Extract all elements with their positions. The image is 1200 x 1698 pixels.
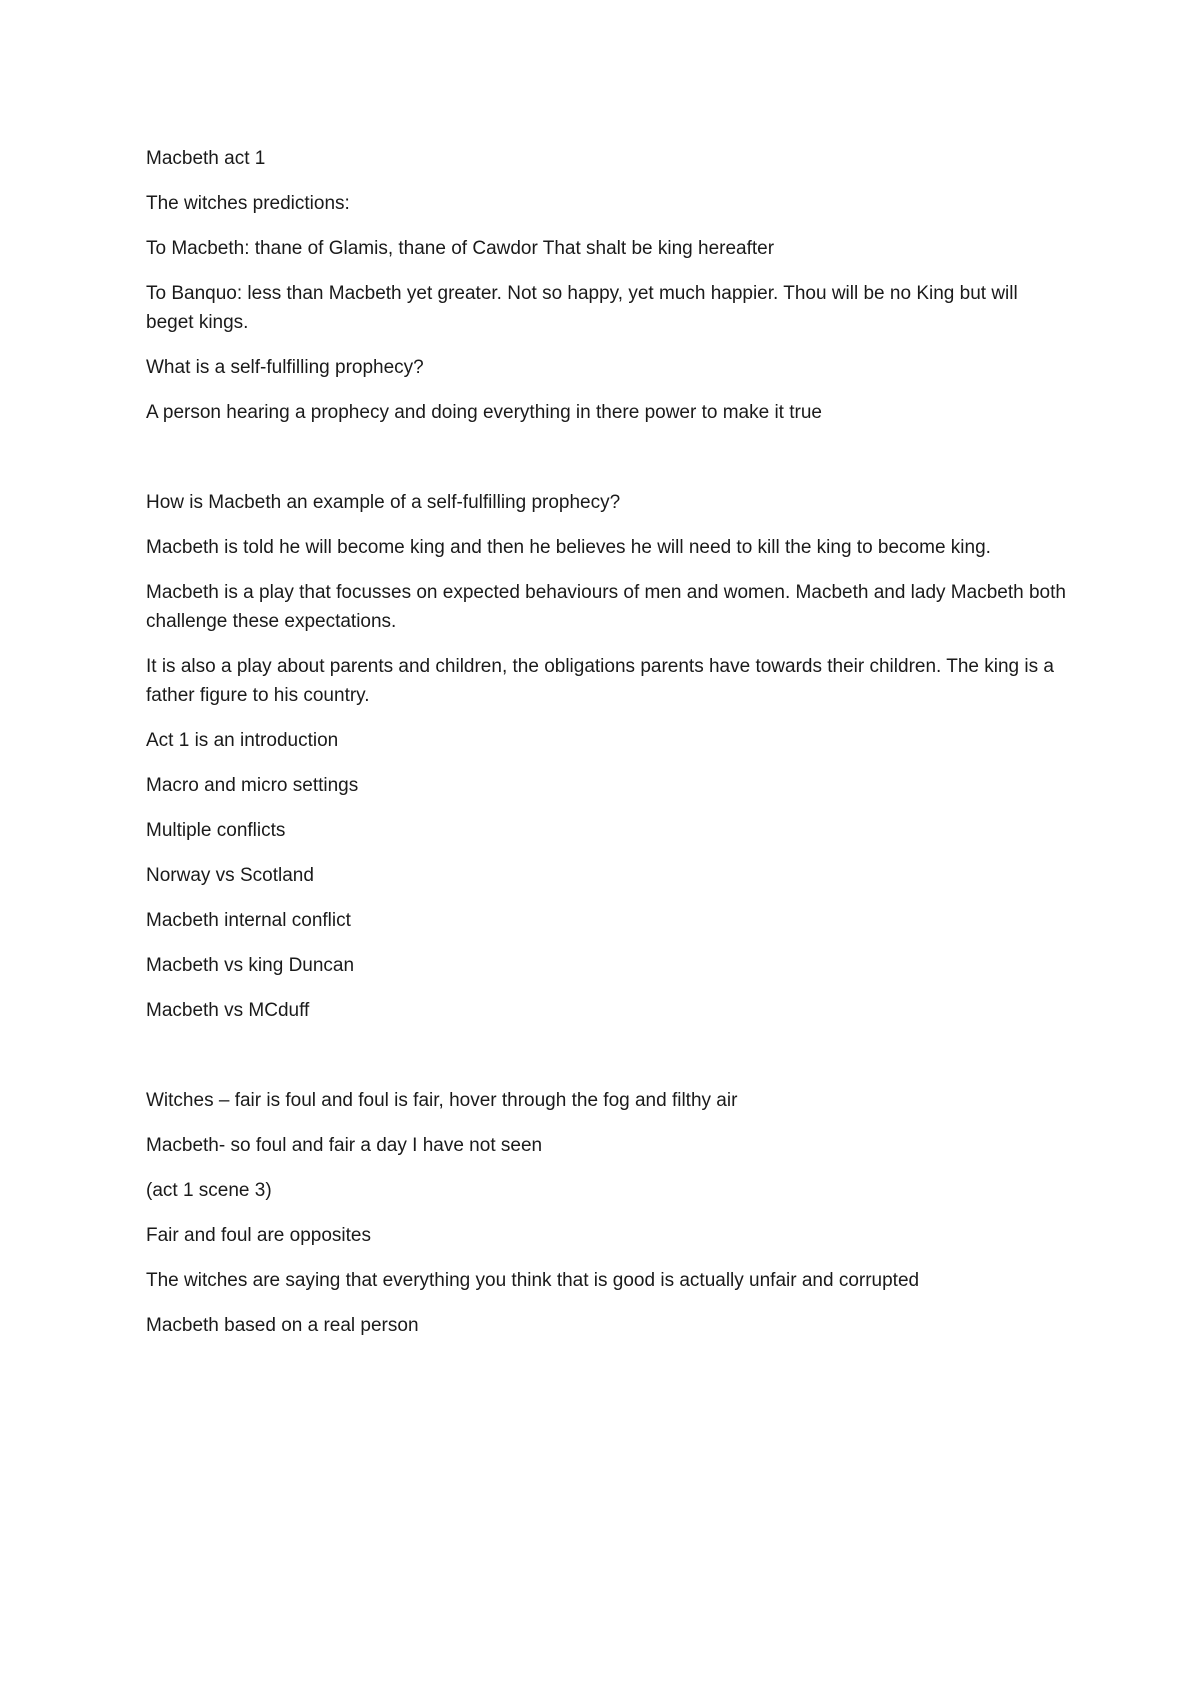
text-line: How is Macbeth an example of a self-fulfilling prophecy? [146,492,621,513]
text-line: To Macbeth: thane of Glamis, thane of Cawdor That shalt be king hereafter [146,238,775,259]
blank-line [146,1041,1066,1086]
text-line: Macbeth internal conflict [146,910,351,931]
text-line: Norway vs Scotland [146,865,314,886]
text-line: Macbeth vs MCduff [146,1000,310,1021]
text-line: Macbeth- so foul and fair a day I have not seen [146,1135,543,1156]
blank-line [146,443,1066,488]
text-line: Witches – fair is foul and foul is fair, hover through the fog and filthy air [146,1090,738,1111]
text-line: The witches predictions: [146,193,350,214]
text-line: Multiple conflicts [146,820,286,841]
text-line: It is also a play about parents and children, the obligations parents have towards their children. The king is a father figure to his country. [146,656,1054,706]
text-line: What is a self-fulfilling prophecy? [146,357,424,378]
text-line: Macro and micro settings [146,775,359,796]
text-line: Macbeth based on a real person [146,1315,419,1336]
text-line: Macbeth is told he will become king and then he believes he will need to kill the king to become king. [146,537,991,558]
text-line: Fair and foul are opposites [146,1225,371,1246]
document-body [146,144,1066,1356]
text-line: The witches are saying that everything you think that is good is actually unfair and corrupted [146,1270,920,1291]
text-line: Macbeth vs king Duncan [146,955,355,976]
document-title: Macbeth act 1 [146,148,266,169]
text-line: Act 1 is an introduction [146,730,339,751]
text-line: (act 1 scene 3) [146,1180,272,1201]
text-line: A person hearing a prophecy and doing everything in there power to make it true [146,402,822,423]
text-line: Macbeth is a play that focusses on expected behaviours of men and women. Macbeth and lady Macbeth both challenge these expectations. [146,582,1066,632]
text-line: To Banquo: less than Macbeth yet greater. Not so happy, yet much happier. Thou will be no King but will beget kings. [146,283,1018,333]
